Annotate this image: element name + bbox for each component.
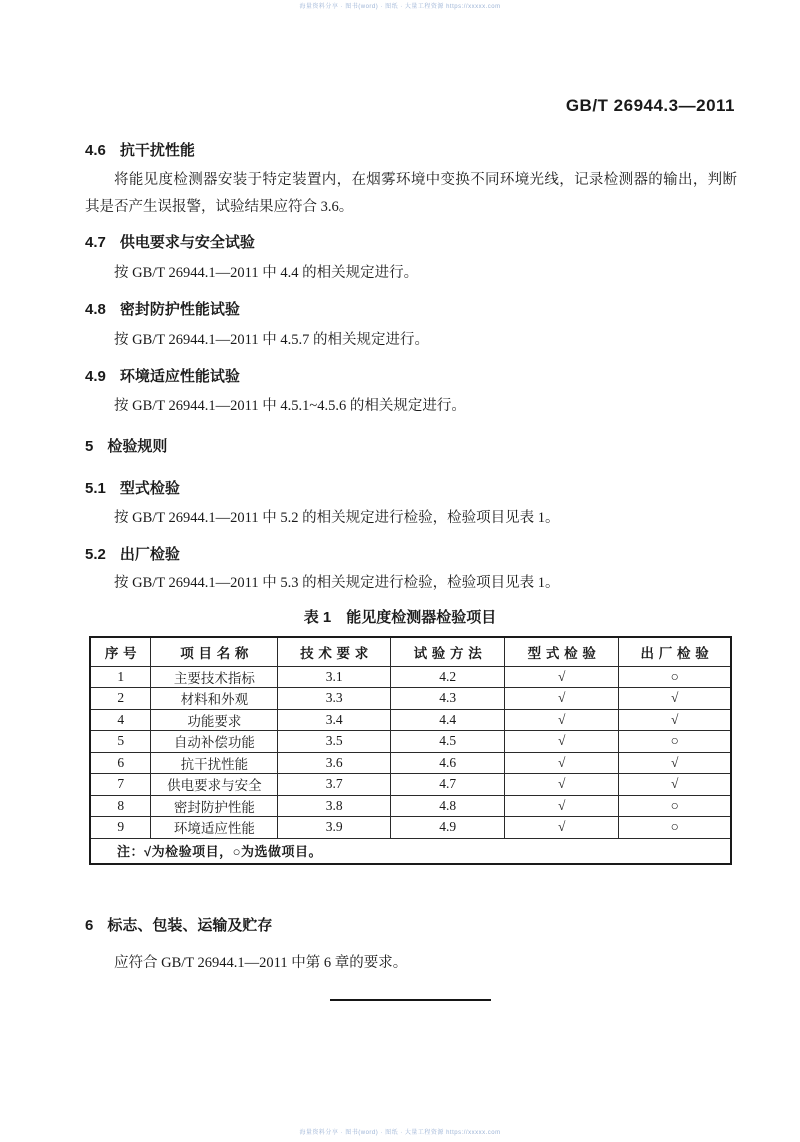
table-cell: √ [619,709,731,731]
section-title: 标志、包装、运输及贮存 [107,917,273,934]
section-body-4-6: 将能见度检测器安装于特定装置内，在烟雾环境中变换不同环境光线，记录检测器的输出，判断其是否产生误报警，试验结果应符合 3.6。 [85,172,737,215]
section-number: 4.8 [85,301,106,318]
section-number: 4.7 [85,234,106,251]
watermark-bottom-text: 海量资料分享 · 图书(word) · 图纸 · 大量工程资源 https://xxxxx.com [299,1130,501,1136]
table-cell: 材料和外观 [151,688,278,710]
table-cell: 3.9 [278,817,391,839]
table-cell: 3.6 [278,752,391,774]
section-title: 出厂检验 [119,546,180,563]
standard-code: GB/T 26944.3—2011 [565,96,735,115]
table-cell: 1 [90,666,151,688]
table-cell: 3.1 [278,666,391,688]
table-cell: √ [505,688,619,710]
section-body-4-7: 按 GB/T 26944.1—2011 中 4.4 的相关规定进行。 [114,265,419,281]
table-row [90,774,731,796]
table-cell: 4.4 [391,709,505,731]
table-note: 注：√为检验项目，○为选做项目。 [90,838,731,864]
table-cell: √ [505,666,619,688]
table-cell: ○ [619,795,731,817]
section-number: 5.2 [85,546,106,563]
table-cell: ○ [619,817,731,839]
table-cell: 4.2 [391,666,505,688]
section-body-4-9: 按 GB/T 26944.1—2011 中 4.5.1~4.5.6 的相关规定进行。 [114,398,466,414]
table-cell: 3.4 [278,709,391,731]
section-number: 4.6 [85,142,106,159]
table-cell: 8 [90,795,151,817]
column-header: 试验方法 [391,637,505,666]
table-cell: 主要技术指标 [151,666,278,688]
table-note-row [90,838,731,864]
table-cell: 自动补偿功能 [151,731,278,753]
section-title: 检验规则 [107,438,168,455]
table-cell: 3.8 [278,795,391,817]
table-cell: 抗干扰性能 [151,752,278,774]
table-row [90,795,731,817]
section-body-5-2: 按 GB/T 26944.1—2011 中 5.3 的相关规定进行检验，检验项目见表 1。 [114,575,560,591]
section-heading-4-6 [85,139,195,160]
section-heading-4-9 [85,365,240,386]
table-cell: 功能要求 [151,709,278,731]
table-cell: 4.9 [391,817,505,839]
table-cell: 4.6 [391,752,505,774]
section-number: 6 [85,917,94,934]
table-cell: 4 [90,709,151,731]
table-cell: √ [619,688,731,710]
table-cell: 供电要求与安全 [151,774,278,796]
table-cell: ○ [619,731,731,753]
table-cell: 密封防护性能 [151,795,278,817]
section-number: 4.9 [85,368,106,385]
section-heading-5 [85,435,167,456]
table-cell: 3.7 [278,774,391,796]
watermark-top-text: 海量资料分享 · 图书(word) · 图纸 · 大量工程资源 https://xxxxx.com [299,4,501,10]
table-header-row [90,637,731,666]
table-cell: 3.3 [278,688,391,710]
column-header: 技术要求 [278,637,391,666]
section-title: 密封防护性能试验 [119,301,240,318]
table-cell: 4.8 [391,795,505,817]
section-body-5-1: 按 GB/T 26944.1—2011 中 5.2 的相关规定进行检验，检验项目见表 1。 [114,510,560,526]
end-of-document-rule [330,999,491,1001]
table-cell: 2 [90,688,151,710]
table-row [90,666,731,688]
table-cell: 5 [90,731,151,753]
table-cell: √ [505,752,619,774]
table-cell: 6 [90,752,151,774]
table-cell: 7 [90,774,151,796]
column-header: 项目名称 [151,637,278,666]
section-number: 5.1 [85,480,106,497]
table-cell: 环境适应性能 [151,817,278,839]
table-cell: 4.5 [391,731,505,753]
section-heading-6 [85,914,272,935]
table-row [90,752,731,774]
section-body-6: 应符合 GB/T 26944.1—2011 中第 6 章的要求。 [114,955,408,971]
column-header: 序号 [90,637,151,666]
table-row [90,731,731,753]
inspection-items-table [89,636,732,865]
table-cell: ○ [619,666,731,688]
table-row [90,709,731,731]
section-number: 5 [85,438,94,455]
table-cell: √ [619,752,731,774]
table-cell: √ [619,774,731,796]
table-cell: √ [505,795,619,817]
inspection-table-body [90,666,731,838]
table-cell: 4.3 [391,688,505,710]
table-cell: √ [505,774,619,796]
table-cell: √ [505,709,619,731]
section-heading-4-7 [85,231,255,252]
section-heading-5-1 [85,477,180,498]
section-title: 抗干扰性能 [119,142,195,159]
table-cell: √ [505,817,619,839]
table-cell: √ [505,731,619,753]
table-cell: 4.7 [391,774,505,796]
column-header: 出厂检验 [619,637,731,666]
section-title: 型式检验 [119,480,180,497]
column-header: 型式检验 [505,637,619,666]
section-title: 供电要求与安全试验 [119,234,255,251]
section-heading-4-8 [85,298,240,319]
section-title: 环境适应性能试验 [119,368,240,385]
table-caption: 表 1 能见度检测器检验项目 [303,609,497,626]
table-cell: 9 [90,817,151,839]
section-heading-5-2 [85,543,180,564]
section-body-4-8: 按 GB/T 26944.1—2011 中 4.5.7 的相关规定进行。 [114,332,429,348]
table-row [90,688,731,710]
table-row [90,817,731,839]
table-cell: 3.5 [278,731,391,753]
